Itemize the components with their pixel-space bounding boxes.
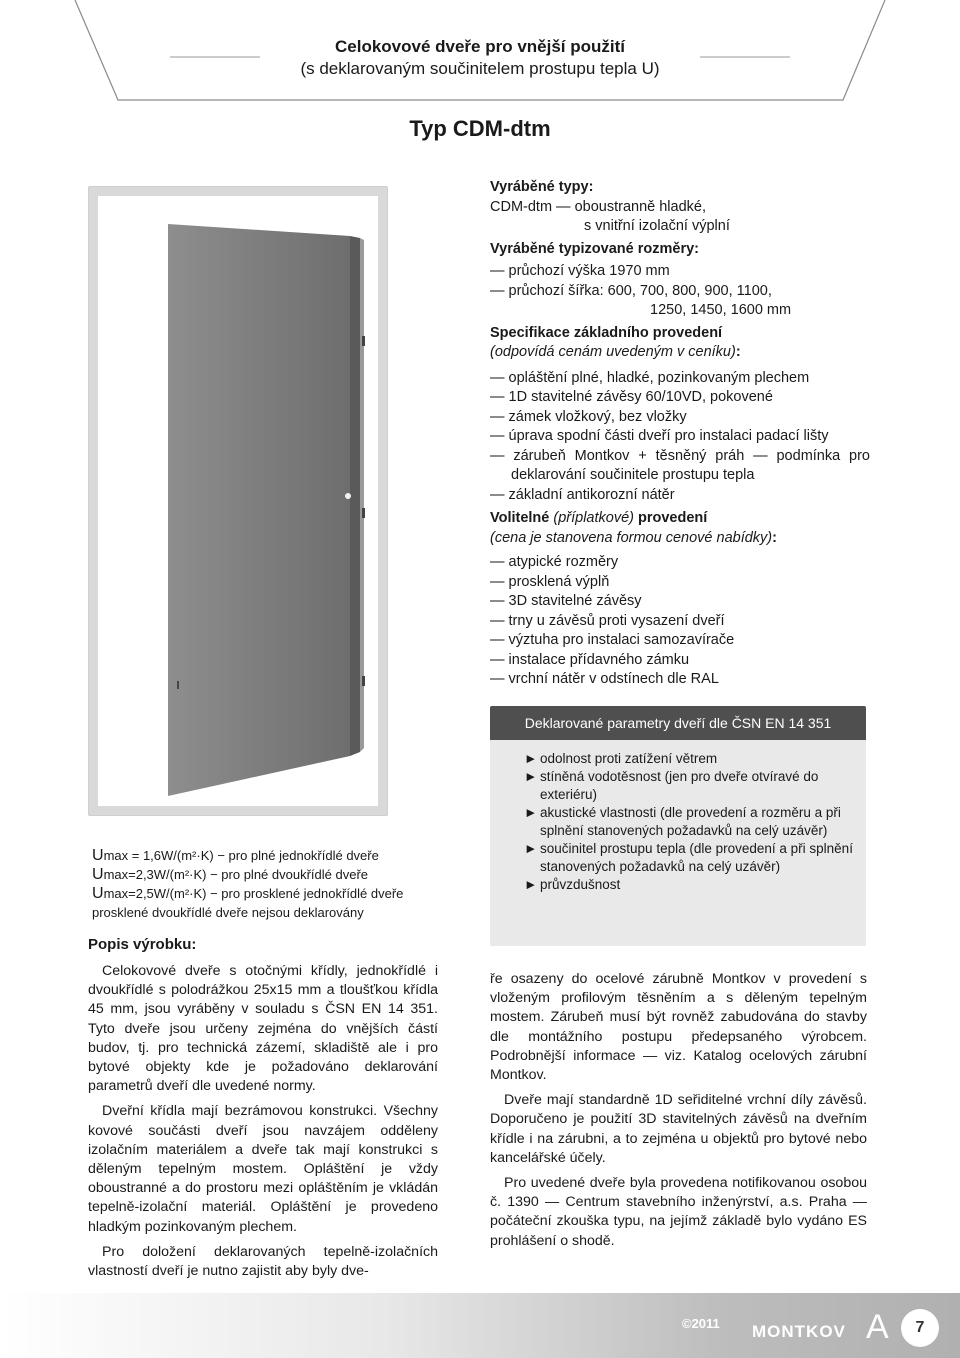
heading-types: Vyráběné typy: xyxy=(490,179,594,195)
popis-paragraph-1: Celokovové dveře s otočnými křídly, jednokřídlé i dvoukřídlé s polodrážkou 25x15 mm a tloušťkou křídla 45 mm, jsou vyráběny v souladu s ČSN EN 14 351. Tyto dveře jsou určeny zejména do vnějších částí budov, tj. pro technická zázemí, skladiště ale i pro bytové objekty kde je požadováno deklarování parametrů dveří dle uvedené normy. xyxy=(88,963,438,1095)
bullet-icon: ► xyxy=(524,805,538,820)
parameters-box xyxy=(490,706,866,946)
popis-paragraph-4: Dveře mají standardně 1D seřiditelné vrchní díly závěsů. Doporučeno je použití 3D stavitelných závěsů na dveřním křídle i na zárubni, a to zejména u objektů pro bytové nebo kancelářské účely. xyxy=(490,1092,867,1166)
page-number: 7 xyxy=(901,1309,939,1347)
heading-optional xyxy=(490,509,870,529)
optional-list xyxy=(490,553,870,690)
bullet-icon: ► xyxy=(524,841,538,856)
list-item: ► odolnost proti zatížení větrem xyxy=(524,751,718,766)
optional-note: (cena je stanovena formou cenové nabídky): xyxy=(490,529,777,546)
list-item: — trny u závěsů proti vysazení dveří xyxy=(490,612,725,629)
list-item: — zárubeň Montkov + těsněný práh — podmínka pro deklarování součinitele prostupu tepla xyxy=(490,447,870,483)
popis-paragraph-3-cont: ře osazeny do ocelové zárubně Montkov v provedení s vloženým profilovým těsněním a s děleným tepelným mostem. Zárubeň musí být rovněž zabudována do stavby dle montážního postupu předepsaného výrobcem. Podrobnější informace — viz. Katalog ocelových zárubní Montkov. xyxy=(490,971,867,1084)
size-width-line1: — průchozí šířka: 600, 700, 800, 900, 1100, xyxy=(490,282,772,299)
types-line1: CDM-dtm — oboustranně hladké, xyxy=(490,198,706,215)
popis-right-column xyxy=(490,970,867,1257)
heading-spec: Specifikace základního provedení xyxy=(490,324,723,341)
brand-logo: MONTKOV xyxy=(752,1322,846,1341)
list-item: — úprava spodní části dveří pro instalaci padací lišty xyxy=(490,428,829,444)
list-item: ► průvzdušnost xyxy=(524,877,621,892)
right-column xyxy=(490,178,870,690)
popis-left-column xyxy=(88,962,438,1287)
header-title-line2: (s deklarovaným součinitelem prostupu tepla U) xyxy=(300,59,660,78)
parameters-list xyxy=(524,750,854,894)
heading-optional-2: (příplatkové) xyxy=(553,510,634,526)
list-item: — opláštění plné, hladké, pozinkovaným plechem xyxy=(490,369,810,386)
umax-line4: prosklené dvoukřídlé dveře nejsou deklarovány xyxy=(92,905,364,920)
section-letter: A xyxy=(866,1308,889,1346)
umax-block xyxy=(92,846,452,922)
umax-line2: Umax=2,3W/(m²·K) − pro plné dvoukřídlé dveře xyxy=(92,866,369,883)
spec-list xyxy=(490,369,870,506)
bullet-icon: ► xyxy=(524,877,538,892)
door-illustration xyxy=(98,196,378,806)
types-line2: s vnitřní izolační výplní xyxy=(584,218,730,234)
type-title: Typ CDM-dtm xyxy=(409,116,551,141)
list-item: — výztuha pro instalaci samozavírače xyxy=(490,632,735,648)
optional-note-text: (cena je stanovena formou cenové nabídky) xyxy=(490,529,773,546)
list-item: — atypické rozměry xyxy=(490,554,619,570)
door-photo-frame xyxy=(88,186,388,816)
list-item: ► stíněná vodotěsnost (jen pro dveře otvíravé do exteriéru) xyxy=(524,769,819,802)
umax-line3: Umax=2,5W/(m²·K) − pro prosklené jednokřídlé dveře xyxy=(92,885,404,902)
heading-optional-1: Volitelné xyxy=(490,510,550,526)
spec-note-text: (odpovídá cenám uvedeným v ceníku) xyxy=(490,344,736,360)
header-title xyxy=(0,36,960,80)
popis-heading: Popis výrobku: xyxy=(88,936,197,953)
parameters-title: Deklarované parametry dveří dle ČSN EN 14 351 xyxy=(490,706,866,740)
list-item: — základní antikorozní nátěr xyxy=(490,486,675,503)
door-photo xyxy=(98,196,378,806)
list-item: — instalace přídavného zámku xyxy=(490,651,690,668)
size-height: — průchozí výška 1970 mm xyxy=(490,263,670,279)
copyright: ©2011 xyxy=(682,1316,720,1331)
list-item: — prosklená výplň xyxy=(490,573,610,590)
umax-line1: Umax = 1,6W/(m²·K) − pro plné jednokřídlé dveře xyxy=(92,847,379,864)
popis-paragraph-5: Pro uvedené dveře byla provedena notifikovanou osobou č. 1390 — Centrum stavebního inženýrství, a.s. Praha — počáteční zkouška typu, na jejímž základě bylo vydáno ES prohlášení o shodě. xyxy=(490,1175,867,1249)
list-item: — 3D stavitelné závěsy xyxy=(490,593,642,609)
list-item: — 1D stavitelné závěsy 60/10VD, pokovené xyxy=(490,389,773,405)
list-item: — zámek vložkový, bez vložky xyxy=(490,408,687,425)
list-item: — vrchní nátěr v odstínech dle RAL xyxy=(490,671,719,687)
bullet-icon: ► xyxy=(524,769,538,784)
list-item: ► akustické vlastnosti (dle provedení a rozměru a při splnění stanovených požadavků na celý uzávěr) xyxy=(524,805,841,838)
list-item: ► součinitel prostupu tepla (dle provedení a při splnění stanovených požadavků na celý uzávěr) xyxy=(524,841,853,874)
popis-paragraph-3: Pro doložení deklarovaných tepelně-izolačních vlastností dveří je nutno zajistit aby byly dve- xyxy=(88,1243,438,1280)
heading-optional-3: provedení xyxy=(638,510,708,526)
bullet-icon: ► xyxy=(524,751,538,766)
heading-sizes: Vyráběné typizované rozměry: xyxy=(490,240,699,257)
size-width-line2: 1250, 1450, 1600 mm xyxy=(650,302,792,318)
popis-paragraph-2: Dveřní křídla mají bezrámovou konstrukci. Všechny kovové součásti dveří jsou navzájem odděleny izolačním materiálem a dveře tak mají konstrukci s děleným tepelným mostem. Opláštění je vždy oboustranné a do prostoru mezi opláštěním je vkládán tepelně-izolační materiál. Opláštění je provedeno hladkým pozinkovaným plechem. xyxy=(88,1103,438,1235)
header-title-line1: Celokovové dveře pro vnější použití xyxy=(334,37,626,56)
spec-note: (odpovídá cenám uvedeným v ceníku): xyxy=(490,344,741,360)
